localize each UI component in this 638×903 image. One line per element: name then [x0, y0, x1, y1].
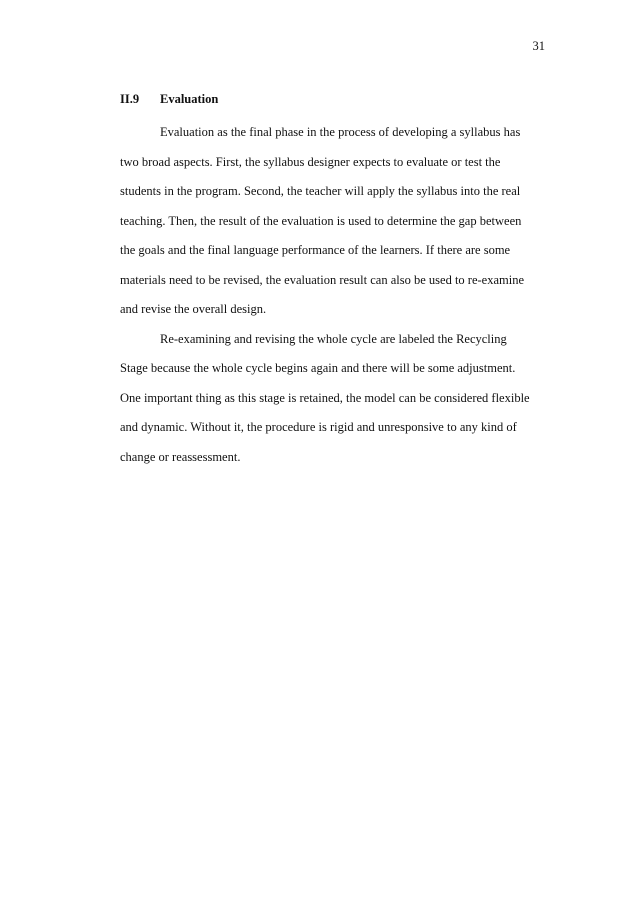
text-line: change or reassessment. [120, 449, 241, 464]
page-number: 31 [532, 39, 545, 53]
text-line: One important thing as this stage is retained, the model can be considered flexible [120, 390, 530, 405]
paragraph-2 [120, 325, 548, 473]
text-line: teaching. Then, the result of the evaluation is used to determine the gap between [120, 213, 522, 228]
text-line: and revise the overall design. [120, 302, 267, 316]
text-line: Stage because the whole cycle begins again and there will be some adjustment. [120, 361, 516, 375]
section-number: II.9 [120, 92, 140, 106]
text-line: and dynamic. Without it, the procedure is rigid and unresponsive to any kind of [120, 420, 517, 434]
text-line: materials need to be revised, the evaluation result can also be used to re-examine [120, 272, 525, 287]
section-title: Evaluation [160, 92, 219, 106]
text-line: the goals and the final language performance of the learners. If there are some [120, 243, 511, 257]
section-heading [120, 90, 548, 108]
text-line: two broad aspects. First, the syllabus designer expects to evaluate or test the [120, 154, 501, 169]
paragraph-1 [120, 118, 548, 325]
text-line: students in the program. Second, the teacher will apply the syllabus into the real [120, 184, 521, 198]
text-line: Re-examining and revising the whole cycle are labeled the Recycling [160, 331, 507, 346]
page-content [120, 90, 548, 472]
text-line: Evaluation as the final phase in the process of developing a syllabus has [160, 125, 521, 139]
